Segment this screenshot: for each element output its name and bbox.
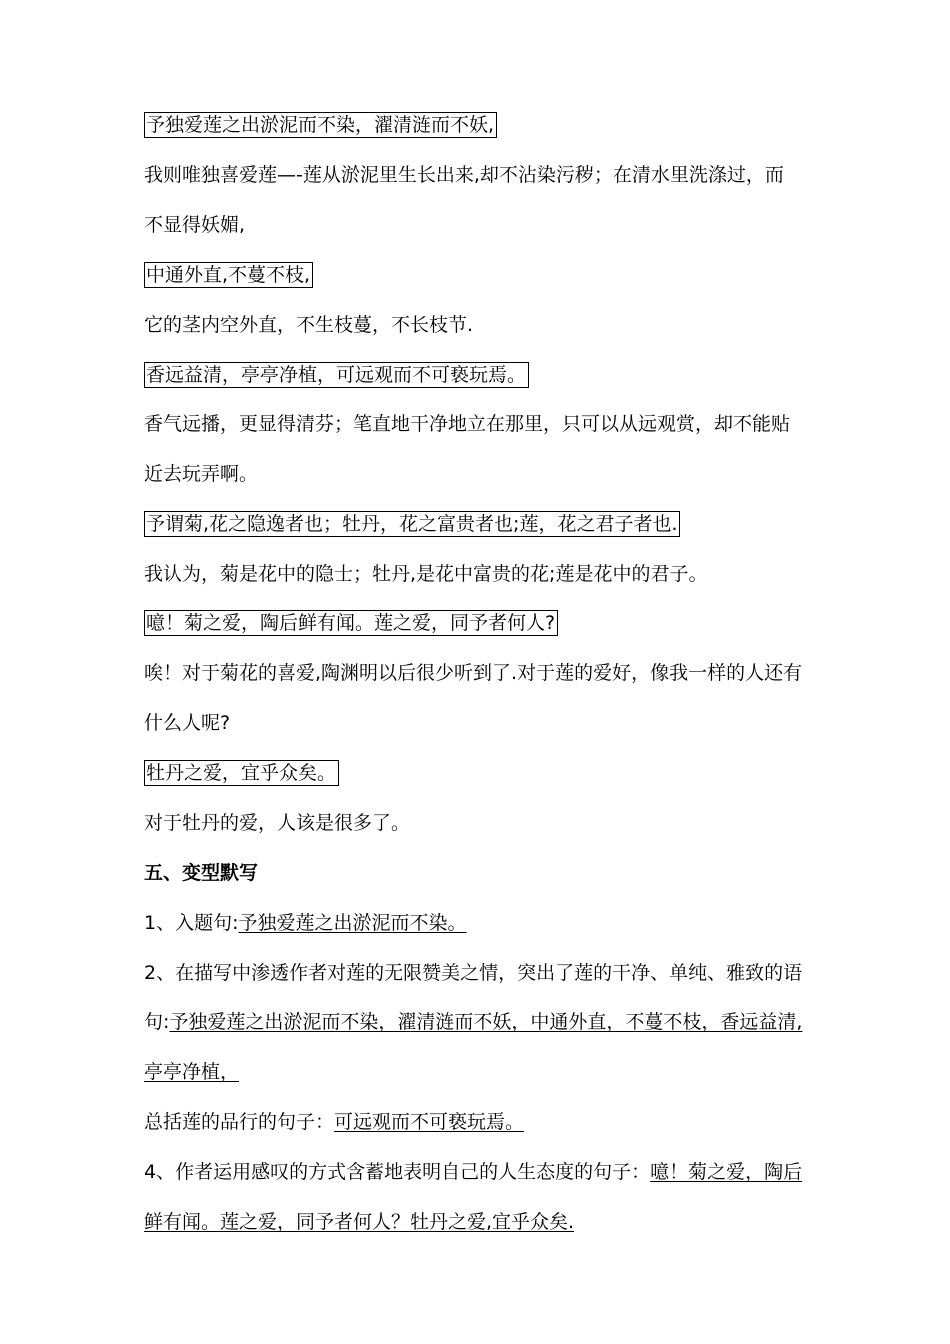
translation-line: 不显得妖媚, [144, 214, 246, 236]
question-2-line-3 [144, 1059, 239, 1085]
boxed-original-sentence: 予谓菊,花之隐逸者也；牡丹，花之富贵者也;莲，花之君子者也. [144, 511, 680, 537]
question-prompt: 总括莲的品行的句子： [144, 1111, 335, 1133]
original-text-line-6 [144, 760, 339, 786]
original-text-line-2 [144, 262, 313, 288]
question-answer: 噫！菊之爱，陶后 [650, 1161, 803, 1183]
question-prompt: 句: [144, 1011, 170, 1033]
translation-line: 近去玩弄啊。 [144, 463, 259, 485]
question-answer: 予独爱莲之出淤泥而不染，濯清涟而不妖，中通外直，不蔓不枝，香远益清, [169, 1011, 803, 1033]
translation-line: 香气远播，更显得清芬；笔直地干净地立在那里，只可以从远观赏，却不能贴 [144, 413, 791, 435]
question-2-line-1: 2、在描写中渗透作者对莲的无限赞美之情，突出了莲的干净、单纯、雅致的语 [144, 962, 803, 984]
translation-line: 它的茎内空外直，不生枝蔓，不长枝节. [144, 314, 474, 336]
boxed-original-sentence: 噫！菊之爱，陶后鲜有闻。莲之爱，同予者何人? [144, 610, 558, 636]
boxed-original-sentence: 香远益清，亭亭净植，可远观而不可亵玩焉。 [144, 362, 529, 388]
translation-line: 我则唯独喜爱莲—-莲从淤泥里生长出来,却不沾染污秽；在清水里洗涤过，而 [144, 164, 784, 186]
question-prompt: 1、入题句: [144, 912, 239, 934]
translation-line: 对于牡丹的爱，人该是很多了。 [144, 812, 411, 834]
question-prompt: 4、作者运用感叹的方式含蓄地表明自己的人生态度的句子： [144, 1161, 651, 1183]
original-text-line-5 [144, 610, 558, 636]
original-text-line-3 [144, 362, 529, 388]
original-text-line-4 [144, 511, 680, 537]
boxed-original-sentence: 中通外直,不蔓不枝, [144, 262, 313, 288]
question-answer: 鲜有闻。莲之爱，同予者何人？牡丹之爱,宜乎众矣. [144, 1211, 575, 1233]
question-3 [144, 1109, 524, 1135]
section-heading: 五、变型默写 [144, 862, 259, 884]
question-answer: 予独爱莲之出淤泥而不染。 [238, 912, 467, 934]
translation-line: 唉！对于菊花的喜爱,陶渊明以后很少听到了.对于莲的爱好，像我一样的人还有 [144, 662, 803, 684]
question-answer: 可远观而不可亵玩焉。 [334, 1111, 525, 1133]
original-text-line-1 [144, 112, 497, 138]
translation-line: 什么人呢? [144, 712, 231, 734]
question-4-line-2 [144, 1209, 574, 1235]
question-2-line-2 [144, 1009, 802, 1035]
translation-line: 我认为，菊是花中的隐士；牡丹,是花中富贵的花;莲是花中的君子。 [144, 563, 708, 585]
question-1 [144, 910, 467, 936]
question-answer: 亭亭净植， [144, 1061, 240, 1083]
boxed-original-sentence: 予独爱莲之出淤泥而不染，濯清涟而不妖, [144, 112, 497, 138]
question-4-line-1 [144, 1159, 802, 1185]
boxed-original-sentence: 牡丹之爱，宜乎众矣。 [144, 760, 339, 786]
